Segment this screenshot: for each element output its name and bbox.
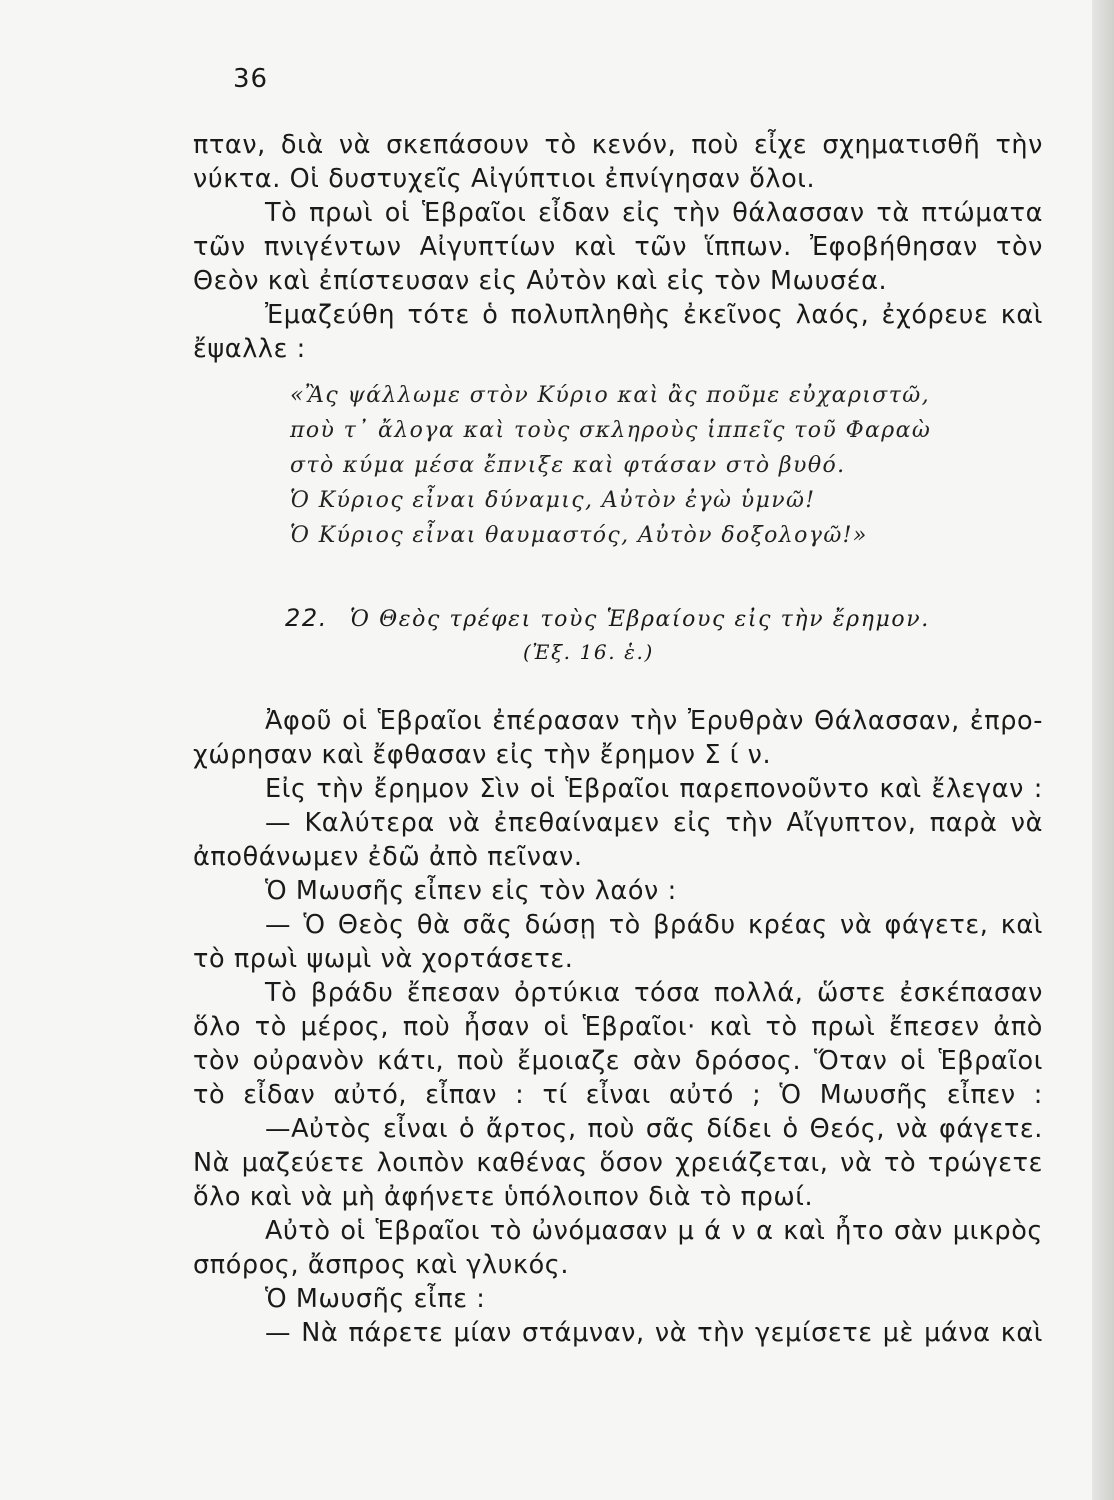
section-title: Ὁ Θεὸς τρέφει τοὺς Ἑβραίους εἰς τὴν ἔρημον. (349, 607, 930, 632)
text-line: Θεὸν καὶ ἐπίστευσαν εἰς Αὐτὸν καὶ εἰς τὸν Μωυσέα. (193, 266, 888, 296)
text-line: — Ὁ Θεὸς θὰ σᾶς δώσῃ τὸ βράδυ κρέας νὰ φάγετε, καὶ (265, 910, 1043, 940)
section-heading (285, 604, 985, 664)
verse-line: ποὺ τ᾿ ἄλογα καὶ τοὺς σκληροὺς ἱππεῖς τοῦ Φαραὼ (290, 418, 932, 443)
page-number: 36 (233, 64, 269, 94)
text-line: ὅλο καὶ νὰ μὴ ἀφήνετε ὑπόλοιπον διὰ τὸ πρωί. (193, 1182, 814, 1212)
verse-line: Ὁ Κύριος εἶναι θαυμαστός, Αὐτὸν δοξολογῶ!» (290, 523, 868, 548)
section-reference: (Ἐξ. 16. ἑ.) (523, 640, 654, 664)
text-line: Τὸ πρωὶ οἱ Ἑβραῖοι εἶδαν εἰς τὴν θάλασσαν τὰ πτώματα (265, 198, 1043, 228)
text-line: πταν, διὰ νὰ σκεπάσουν τὸ κενόν, ποὺ εἶχε σχηματισθῆ τὴν (193, 130, 1043, 160)
verse-line: στὸ κύμα μέσα ἔπνιξε καὶ φτάσαν στὸ βυθό. (290, 453, 846, 478)
text-line: —Αὐτὸς εἶναι ὁ ἄρτος, ποὺ σᾶς δίδει ὁ Θεός, νὰ φάγετε. (265, 1114, 1043, 1144)
text-line: Τὸ βράδυ ἔπεσαν ὀρτύκια τόσα πολλά, ὥστε ἐσκέπασαν (265, 978, 1043, 1008)
text-line: Ὁ Μωυσῆς εἶπεν εἰς τὸν λαόν : (265, 876, 677, 906)
text-line: σπόρος, ἄσπρος καὶ γλυκός. (193, 1250, 570, 1280)
text-line: — Καλύτερα νὰ ἐπεθαίναμεν εἰς τὴν Αἴγυπτον, παρὰ νὰ (265, 808, 1043, 838)
text-line: τὸν οὐρανὸν κάτι, ποὺ ἔμοιαζε σὰν δρόσος. Ὅταν οἱ Ἑβραῖοι (193, 1046, 1043, 1076)
paragraph-block-2 (193, 704, 1043, 1350)
paragraph-block-1 (193, 128, 1043, 366)
text-line: ὅλο τὸ μέρος, ποὺ ἦσαν οἱ Ἑβραῖοι· καὶ τὸ πρωὶ ἔπεσεν ἀπὸ (193, 1012, 1043, 1042)
page-edge (1092, 0, 1114, 1500)
text-line: Ὁ Μωυσῆς εἶπε : (265, 1284, 486, 1314)
text-line: τὸ εἶδαν αὐτό, εἶπαν : τί εἶναι αὐτό ; Ὁ Μωυσῆς εἶπεν : (193, 1080, 1043, 1110)
text-line: τὸ πρωὶ ψωμὶ νὰ χορτάσετε. (193, 944, 574, 974)
text-line: Ἐμαζεύθη τότε ὁ πολυπληθὴς ἐκεῖνος λαός, ἐχόρευε καὶ (265, 300, 1043, 330)
text-line: χώρησαν καὶ ἔφθασαν εἰς τὴν ἔρημον Σ ί ν. (193, 740, 772, 770)
section-number: 22. (285, 604, 328, 632)
text-line: νύκτα. Οἱ δυστυχεῖς Αἰγύπτιοι ἐπνίγησαν ὅλοι. (193, 164, 816, 194)
verse-line: «Ἂς ψάλλωμε στὸν Κύριο καὶ ἂς ποῦμε εὐχαριστῶ, (290, 383, 931, 408)
text-line: Ἀφοῦ οἱ Ἑβραῖοι ἐπέρασαν τὴν Ἐρυθρὰν Θάλασσαν, ἐπρο- (265, 706, 1043, 736)
text-line: Νὰ μαζεύετε λοιπὸν καθένας ὅσον χρειάζεται, νὰ τὸ τρώγετε (193, 1148, 1043, 1178)
verse-line: Ὁ Κύριος εἶναι δύναμις, Αὐτὸν ἐγὼ ὑμνῶ! (290, 488, 816, 513)
text-line: ἀποθάνωμεν ἐδῶ ἀπὸ πεῖναν. (193, 842, 583, 872)
text-line: Αὐτὸ οἱ Ἑβραῖοι τὸ ὠνόμασαν μ ά ν α καὶ ἦτο σὰν μικρὸς (265, 1216, 1043, 1246)
text-line: ἔψαλλε : (193, 334, 306, 364)
text-line: Εἰς τὴν ἔρημον Σὶν οἱ Ἑβραῖοι παρεπονοῦντο καὶ ἔλεγαν : (265, 774, 1043, 804)
text-line: τῶν πνιγέντων Αἰγυπτίων καὶ τῶν ἵππων. Ἐφοβήθησαν τὸν (193, 232, 1043, 262)
hymn-verse (290, 378, 931, 553)
text-line: — Νὰ πάρετε μίαν στάμναν, νὰ τὴν γεμίσετε μὲ μάνα καὶ (265, 1318, 1043, 1348)
